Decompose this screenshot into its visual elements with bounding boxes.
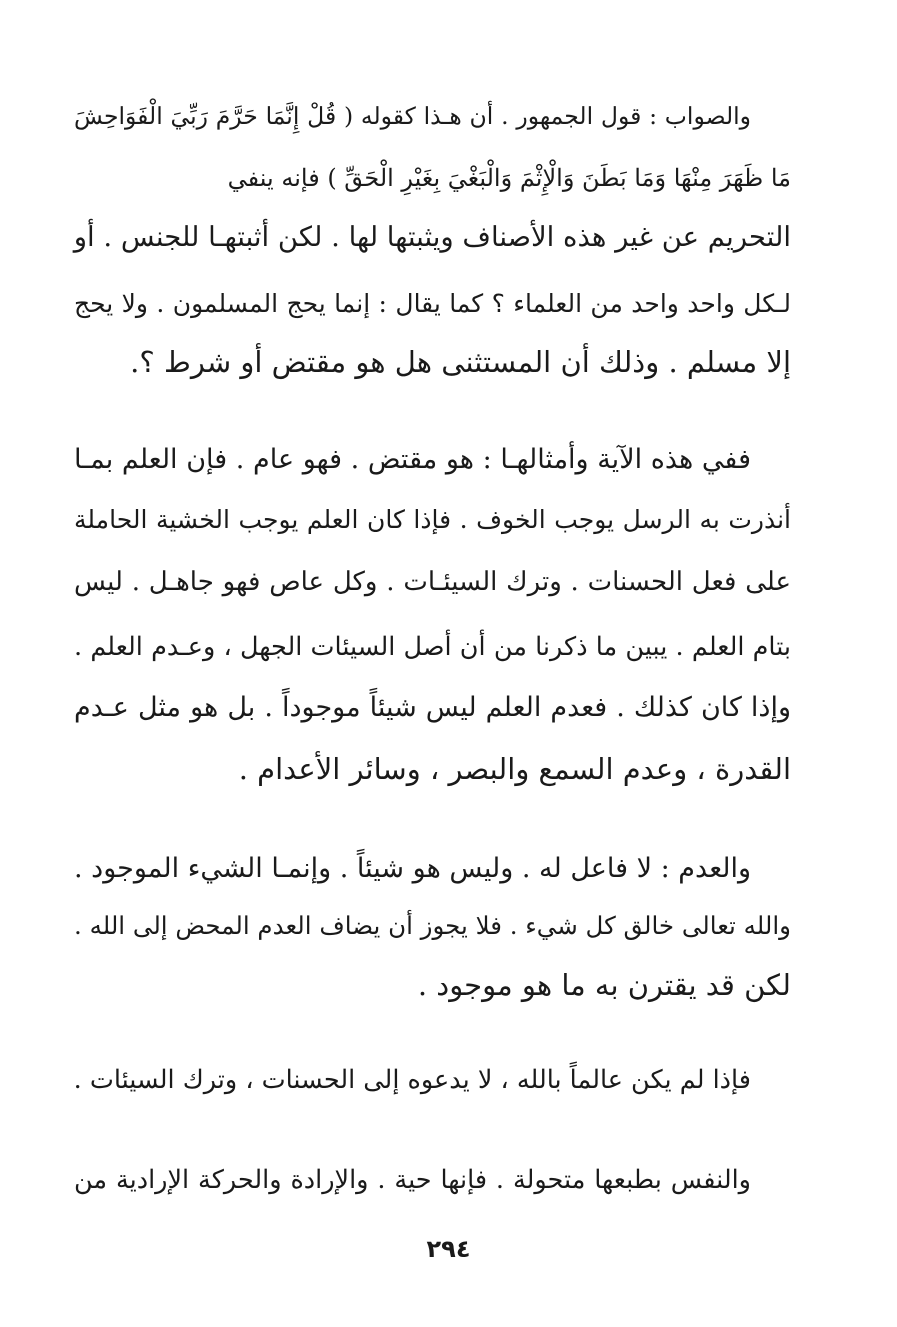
text-line: بتام العلم . يبين ما ذكرنا من أن أصل السيئات الجهل ، وعـدم العلم .	[74, 632, 791, 662]
text-line: القدرة ، وعدم السمع والبصر ، وسائر الأعدام .	[238, 752, 791, 786]
text-line: والصواب : قول الجمهور . أن هـذا كقوله ( قُلْ إِنَّمَا حَرَّمَ رَبِّيَ الْفَوَاحِشَ	[74, 102, 751, 130]
page-number: ٢٩٤	[426, 1235, 471, 1263]
text-line: والعدم : لا فاعل له . وليس هو شيئاً . وإنمـا الشيء الموجود .	[74, 853, 751, 884]
text-line: والنفس بطبعها متحولة . فإنها حية . والإرادة والحركة الإرادية من	[74, 1165, 751, 1195]
text-line: لكن قد يقترن به ما هو موجود .	[417, 968, 791, 1002]
text-line: والله تعالى خالق كل شيء . فلا يجوز أن يضاف العدم المحض إلى الله .	[74, 911, 791, 940]
text-line: ففي هذه الآية وأمثالهـا : هو مقتض . فهو عام . فإن العلم بمـا	[74, 444, 751, 475]
text-line: أنذرت به الرسل يوجب الخوف . فإذا كان العلم يوجب الخشية الحاملة	[74, 505, 791, 534]
text-line: التحريم عن غير هذه الأصناف ويثبتها لها . لكن أثبتهـا للجنس . أو	[73, 221, 791, 253]
text-line: وإذا كان كذلك . فعدم العلم ليس شيئاً موجوداً . بل هو مثل عـدم	[74, 692, 791, 723]
text-line: فإذا لم يكن عالماً بالله ، لا يدعوه إلى الحسنات ، وترك السيئات .	[73, 1065, 751, 1095]
text-line: لـكل واحد واحد من العلماء ؟ كما يقال : إنما يحج المسلمون . ولا يحج	[74, 289, 791, 318]
quran-verse-line: مَا ظَهَرَ مِنْهَا وَمَا بَطَنَ وَالْإِثْمَ وَالْبَغْيَ بِغَيْرِ الْحَقِّ ) فإنه ينفي	[227, 164, 791, 192]
text-line: إلا مسلم . وذلك أن المستثنى هل هو مقتض أو شرط ؟.	[130, 345, 791, 379]
text-line: على فعل الحسنات . وترك السيئـات . وكل عاص فهو جاهـل . ليس	[74, 567, 791, 597]
